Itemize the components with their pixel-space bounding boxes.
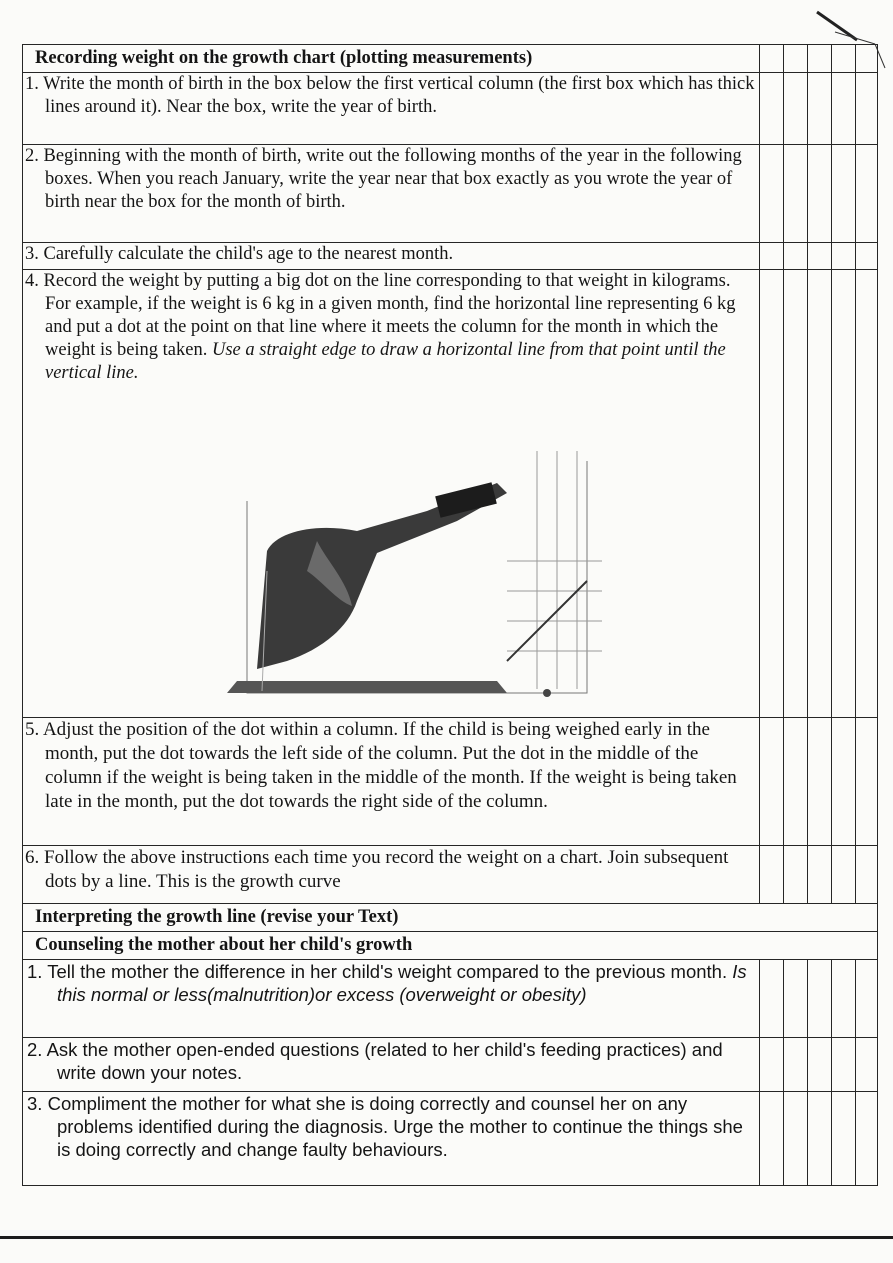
check-cell[interactable] [832, 1092, 856, 1186]
step-text: Compliment the mother for what she is doing correctly and counsel her on any problems identified during the diagnosis. Urge the mother to continue the things she is doing correctly and change faulty behaviours. [47, 1093, 743, 1160]
step-row-1 [23, 73, 878, 145]
step-number: 3. [27, 1093, 43, 1114]
check-cell[interactable] [856, 1038, 878, 1092]
check-cell[interactable] [784, 846, 808, 904]
check-cell[interactable] [760, 718, 784, 846]
check-cell[interactable] [808, 270, 832, 718]
check-cell[interactable] [784, 145, 808, 243]
step-row-2 [23, 145, 878, 243]
check-cell[interactable] [760, 270, 784, 718]
check-cell[interactable] [760, 45, 784, 73]
check-cell[interactable] [760, 145, 784, 243]
check-cell[interactable] [856, 718, 878, 846]
step-text: Beginning with the month of birth, write out the following months of the year in the following boxes. When you reach January, write the year near that box exactly as you wrote the year of birth near the box for the month of birth. [43, 146, 742, 212]
check-cell[interactable] [856, 73, 878, 145]
check-cell[interactable] [784, 243, 808, 270]
check-cell[interactable] [832, 718, 856, 846]
step-row-6 [23, 846, 878, 904]
check-cell[interactable] [784, 73, 808, 145]
section-header-recording [23, 45, 878, 73]
check-cell[interactable] [808, 145, 832, 243]
step-number: 5. [25, 719, 40, 740]
step-note-italic: Is this normal or less(malnutrition)or excess (overweight or obesity) [57, 961, 747, 1005]
step-number: 6. [25, 847, 40, 868]
step-text: Record the weight by putting a big dot on the line corresponding to that weight in kilograms. For example, if the weight is 6 kg in a given month, find the horizontal line representing 6 kg and put a dot at the point on that line where it meets the column for the month in which the weight is being taken. [43, 271, 736, 360]
step-number: 1. [27, 961, 43, 982]
section-title: Counseling the mother about her child's growth [23, 932, 878, 960]
check-cell[interactable] [832, 960, 856, 1038]
check-cell[interactable] [856, 1092, 878, 1186]
step-text: Carefully calculate the child's age to the nearest month. [43, 244, 454, 264]
check-cell[interactable] [808, 1038, 832, 1092]
check-cell[interactable] [760, 960, 784, 1038]
step-text: Adjust the position of the dot within a column. If the child is being weighed early in the month, put the dot towards the left side of the column. Put the dot in the middle of the column if the weight is being taken in the middle of the month. If the weight is being taken late in the month, put the dot towards the right side of the column. [42, 719, 737, 812]
check-cell[interactable] [832, 270, 856, 718]
check-cell[interactable] [856, 243, 878, 270]
section-title: Interpreting the growth line (revise your Text) [23, 904, 878, 932]
check-cell[interactable] [784, 1038, 808, 1092]
check-cell[interactable] [808, 846, 832, 904]
step-number: 3. [25, 244, 39, 264]
check-cell[interactable] [856, 45, 878, 73]
check-cell[interactable] [760, 846, 784, 904]
checklist-sheet [22, 44, 878, 1186]
checklist-table [22, 44, 878, 1186]
check-cell[interactable] [808, 718, 832, 846]
check-cell[interactable] [784, 718, 808, 846]
check-cell[interactable] [832, 73, 856, 145]
step-text: Tell the mother the difference in her child's weight compared to the previous month. [47, 961, 728, 982]
check-cell[interactable] [808, 960, 832, 1038]
step-row-3 [23, 243, 878, 270]
counsel-row-3 [23, 1092, 878, 1186]
step-number: 2. [25, 146, 39, 166]
check-cell[interactable] [832, 243, 856, 270]
check-cell[interactable] [856, 960, 878, 1038]
step-text: Follow the above instructions each time you record the weight on a chart. Join subsequent dots by a line. This is the growth curve [44, 847, 729, 892]
step-text: Write the month of birth in the box below the first vertical column (the first box which has thick lines around it). Near the box, write the year of birth. [43, 74, 755, 117]
check-cell[interactable] [760, 1092, 784, 1186]
counsel-row-1 [23, 960, 878, 1038]
check-cell[interactable] [808, 45, 832, 73]
counsel-row-2 [23, 1038, 878, 1092]
step-row-5 [23, 718, 878, 846]
check-cell[interactable] [832, 45, 856, 73]
check-cell[interactable] [784, 45, 808, 73]
section-header-interpreting [23, 904, 878, 932]
page-bottom-rule [0, 1236, 893, 1239]
step-number: 2. [27, 1039, 43, 1060]
check-cell[interactable] [832, 1038, 856, 1092]
check-cell[interactable] [856, 145, 878, 243]
step-note-italic: Use a straight edge to draw a horizontal line from that point until the vertical line. [45, 340, 726, 383]
step-number: 4. [25, 271, 39, 291]
step-number: 1. [25, 74, 39, 94]
check-cell[interactable] [760, 1038, 784, 1092]
check-cell[interactable] [760, 73, 784, 145]
check-cell[interactable] [808, 73, 832, 145]
check-cell[interactable] [808, 243, 832, 270]
check-cell[interactable] [784, 1092, 808, 1186]
check-cell[interactable] [832, 846, 856, 904]
check-cell[interactable] [760, 243, 784, 270]
step-text: Ask the mother open-ended questions (related to her child's feeding practices) and write down your notes. [46, 1039, 723, 1083]
check-cell[interactable] [808, 1092, 832, 1186]
hand-plotting-growth-chart-photo [207, 431, 627, 703]
check-cell[interactable] [856, 270, 878, 718]
check-cell[interactable] [832, 145, 856, 243]
check-cell[interactable] [784, 960, 808, 1038]
section-header-counseling [23, 932, 878, 960]
check-cell[interactable] [856, 846, 878, 904]
step-row-4 [23, 270, 878, 718]
check-cell[interactable] [784, 270, 808, 718]
section-title: Recording weight on the growth chart (plotting measurements) [23, 45, 760, 73]
